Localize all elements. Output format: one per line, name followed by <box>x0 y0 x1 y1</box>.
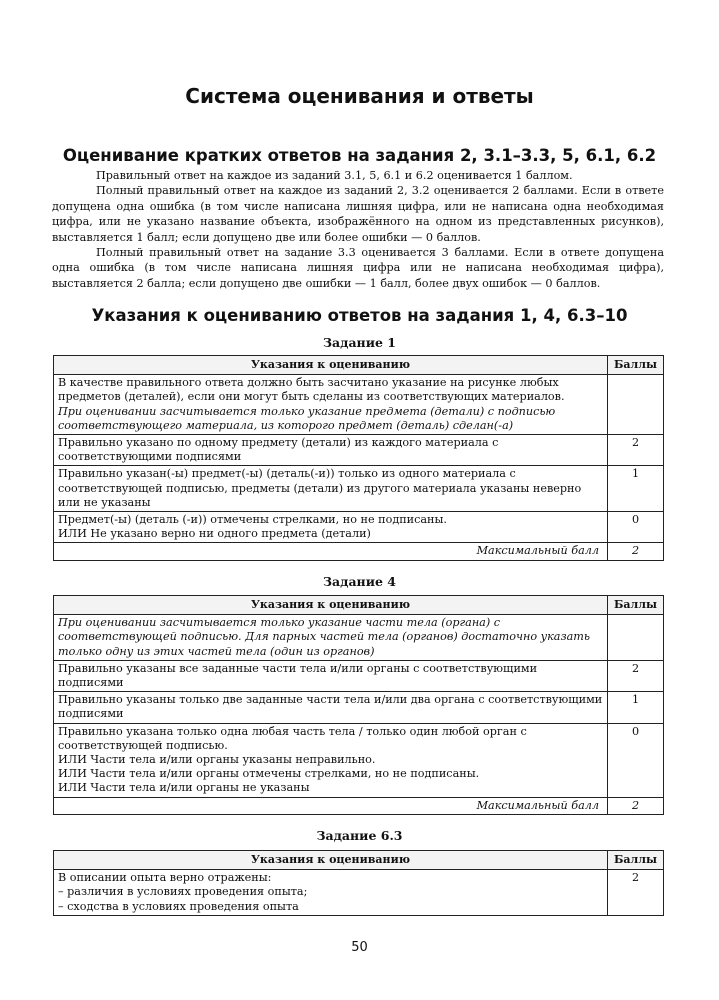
points-cell: 1 <box>608 466 664 512</box>
table-row <box>54 723 664 797</box>
criteria-cell <box>54 870 608 916</box>
table-header-row <box>54 851 664 870</box>
task-1-table <box>53 355 664 561</box>
section-title-grading-instructions: Указания к оцениванию ответов на задания 1, 4, 6.3–10 <box>91 306 628 325</box>
criteria-cell: Правильно указано по одному предмету (детали) из каждого материала с соответствующими подписями <box>54 435 608 466</box>
table-row <box>54 512 664 543</box>
criteria-text: В качестве правильного ответа должно быть засчитано указание на рисунке любых предметов (деталей), если они могут быть сделаны из соответствующих материалов. <box>58 376 565 404</box>
page-title: Система оценивания и ответы <box>185 84 534 108</box>
points-cell: 0 <box>608 723 664 797</box>
criteria-column-header: Указания к оцениванию <box>54 596 608 615</box>
points-column-header: Баллы <box>608 851 664 870</box>
criteria-line: – сходства в условиях проведения опыта <box>58 899 299 913</box>
points-column-header: Баллы <box>608 356 664 375</box>
max-score-value: 2 <box>608 543 664 560</box>
criteria-line: В описании опыта верно отражены: <box>58 871 272 885</box>
criteria-line: ИЛИ Части тела и/или органы не указаны <box>58 781 310 795</box>
criteria-line: Правильно указана только одна любая часть тела / только один любой орган с соответствующей подписью. <box>58 724 527 752</box>
criteria-note: При оценивании засчитывается только указание предмета (детали) с подписью соответствующего материала, из которого предмет (деталь) сделан(-а) <box>58 404 556 432</box>
points-cell <box>608 375 664 435</box>
paragraph: Полный правильный ответ на задание 3.3 оценивается 3 баллами. Если в ответе допущена одна ошибка (в том числе написана лишняя цифра или не написана необходимая цифра), выставляется 2 балла; если допущено две ошибки — 1 балл, более двух ошибок — 0 баллов. <box>52 246 664 290</box>
task-6-3-title: Задание 6.3 <box>316 828 403 843</box>
table-row <box>54 466 664 512</box>
points-cell: 2 <box>608 660 664 691</box>
table-row <box>54 375 664 435</box>
paragraph: Правильный ответ на каждое из заданий 3.1, 5, 6.1 и 6.2 оценивается 1 баллом. <box>96 169 573 182</box>
table-row <box>54 660 664 691</box>
points-cell: 1 <box>608 692 664 723</box>
task-4-title: Задание 4 <box>323 574 396 589</box>
table-row <box>54 615 664 661</box>
task-6-3-table <box>53 850 664 916</box>
short-answers-text <box>52 168 664 291</box>
criteria-line: Предмет(-ы) (деталь (-и)) отмечены стрелками, но не подписаны. <box>58 513 447 527</box>
table-row <box>54 692 664 723</box>
max-score-label: Максимальный балл <box>54 797 608 814</box>
table-row <box>54 435 664 466</box>
max-score-row <box>54 797 664 814</box>
criteria-note: При оценивании засчитывается только указание части тела (органа) с соответствующей подписью. Для парных частей тела (органов) достаточно указать только одну из этих частей тела (один из органов) <box>58 616 590 658</box>
criteria-cell <box>54 615 608 661</box>
criteria-cell: Правильно указан(-ы) предмет(-ы) (деталь(-и)) только из одного материала с соответствующей подписью, предметы (детали) из другого материала указаны неверно или не указаны <box>54 466 608 512</box>
points-cell <box>608 615 664 661</box>
page-number: 50 <box>351 940 368 955</box>
task-1-title: Задание 1 <box>323 335 396 350</box>
criteria-column-header: Указания к оцениванию <box>54 356 608 375</box>
max-score-value: 2 <box>608 797 664 814</box>
table-header-row <box>54 596 664 615</box>
criteria-column-header: Указания к оцениванию <box>54 851 608 870</box>
criteria-line: ИЛИ Части тела и/или органы отмечены стрелками, но не подписаны. <box>58 767 480 781</box>
criteria-line: ИЛИ Не указано верно ни одного предмета (детали) <box>58 527 371 541</box>
points-cell: 0 <box>608 512 664 543</box>
criteria-line: – различия в условиях проведения опыта; <box>58 885 308 899</box>
criteria-cell <box>54 512 608 543</box>
points-cell: 2 <box>608 435 664 466</box>
section-title-short-answers: Оценивание кратких ответов на задания 2, 3.1–3.3, 5, 6.1, 6.2 <box>62 146 657 165</box>
criteria-cell <box>54 375 608 435</box>
criteria-cell: Правильно указаны только две заданные части тела и/или два органа с соответствующими подписями <box>54 692 608 723</box>
table-row <box>54 870 664 916</box>
max-score-label: Максимальный балл <box>54 543 608 560</box>
points-cell: 2 <box>608 870 664 916</box>
criteria-cell <box>54 723 608 797</box>
max-score-row <box>54 543 664 560</box>
criteria-line: ИЛИ Части тела и/или органы указаны неправильно. <box>58 753 376 767</box>
table-header-row <box>54 356 664 375</box>
task-4-table <box>53 595 664 815</box>
paragraph: Полный правильный ответ на каждое из заданий 2, 3.2 оценивается 2 баллами. Если в ответе допущена одна ошибка (в том числе написана лишняя цифра, или не написана одна необходимая цифра, или не указано название объекта, изображённого на одном из представленных рисунков), выставляется 1 балл; если допущено две или более ошибки — 0 баллов. <box>52 184 664 244</box>
points-column-header: Баллы <box>608 596 664 615</box>
criteria-cell: Правильно указаны все заданные части тела и/или органы с соответствующими подписями <box>54 660 608 691</box>
